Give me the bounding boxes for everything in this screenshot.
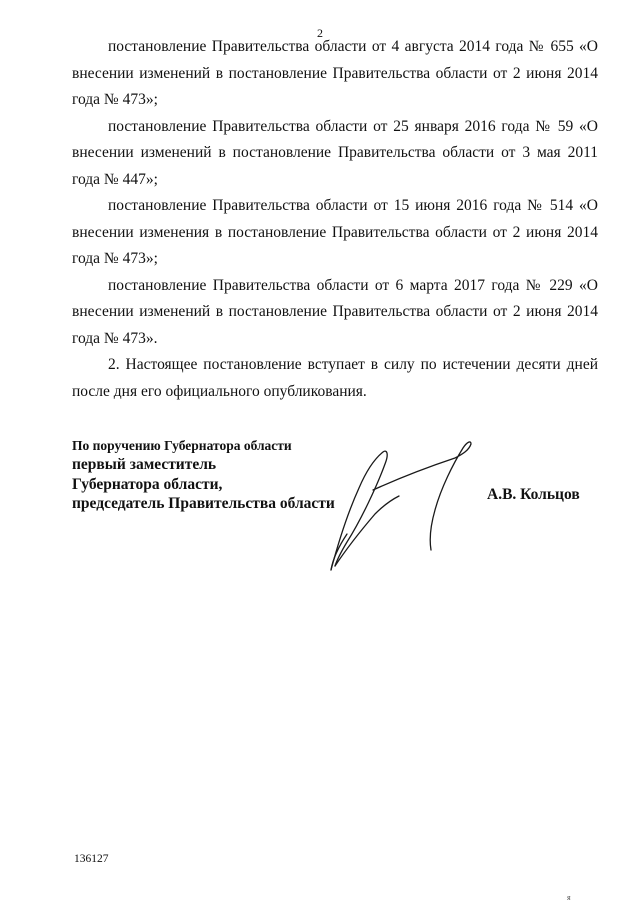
page-number: 2 — [317, 26, 323, 40]
document-code: 136127 — [74, 853, 109, 865]
signatory-authority-line: По поручению Губернатора области — [72, 438, 292, 453]
paragraph-amendment-655: постановление Правительства области от 4 августа 2014 года № 655 «О внесении изменений в постановление Правительства области от 2 июня 2014 года № 473»; — [72, 38, 598, 108]
signatory-position-line-2: Губернатора области, — [72, 475, 223, 493]
paragraph-amendment-229: постановление Правительства области от 6 марта 2017 года № 229 «О внесении изменений в постановление Правительства области от 2 июня 2014 года № 473». — [72, 276, 598, 347]
paragraph-entry-into-force: 2. Настоящее постановление вступает в силу по истечении десяти дней после дня его официального опубликования. — [72, 356, 598, 400]
paragraph-amendment-514: постановление Правительства области от 15 июня 2016 года № 514 «О внесении изменения в постановление Правительства области от 2 июня 2014 года № 473»; — [72, 197, 598, 267]
handwritten-signature — [325, 430, 480, 575]
signatory-position-line-1: первый заместитель — [72, 456, 217, 473]
paragraph-amendment-59: постановление Правительства области от 25 января 2016 года № 59 «О внесении изменений в постановление Правительства области от 3 мая 2011 года № 447»; — [72, 117, 598, 188]
document-body — [72, 34, 598, 405]
signatory-position-line-3: председатель Правительства области — [72, 495, 335, 512]
signatory-name: А.В. Кольцов — [487, 486, 580, 503]
corner-mark: я — [567, 893, 571, 902]
signatory-title-block — [72, 437, 335, 514]
